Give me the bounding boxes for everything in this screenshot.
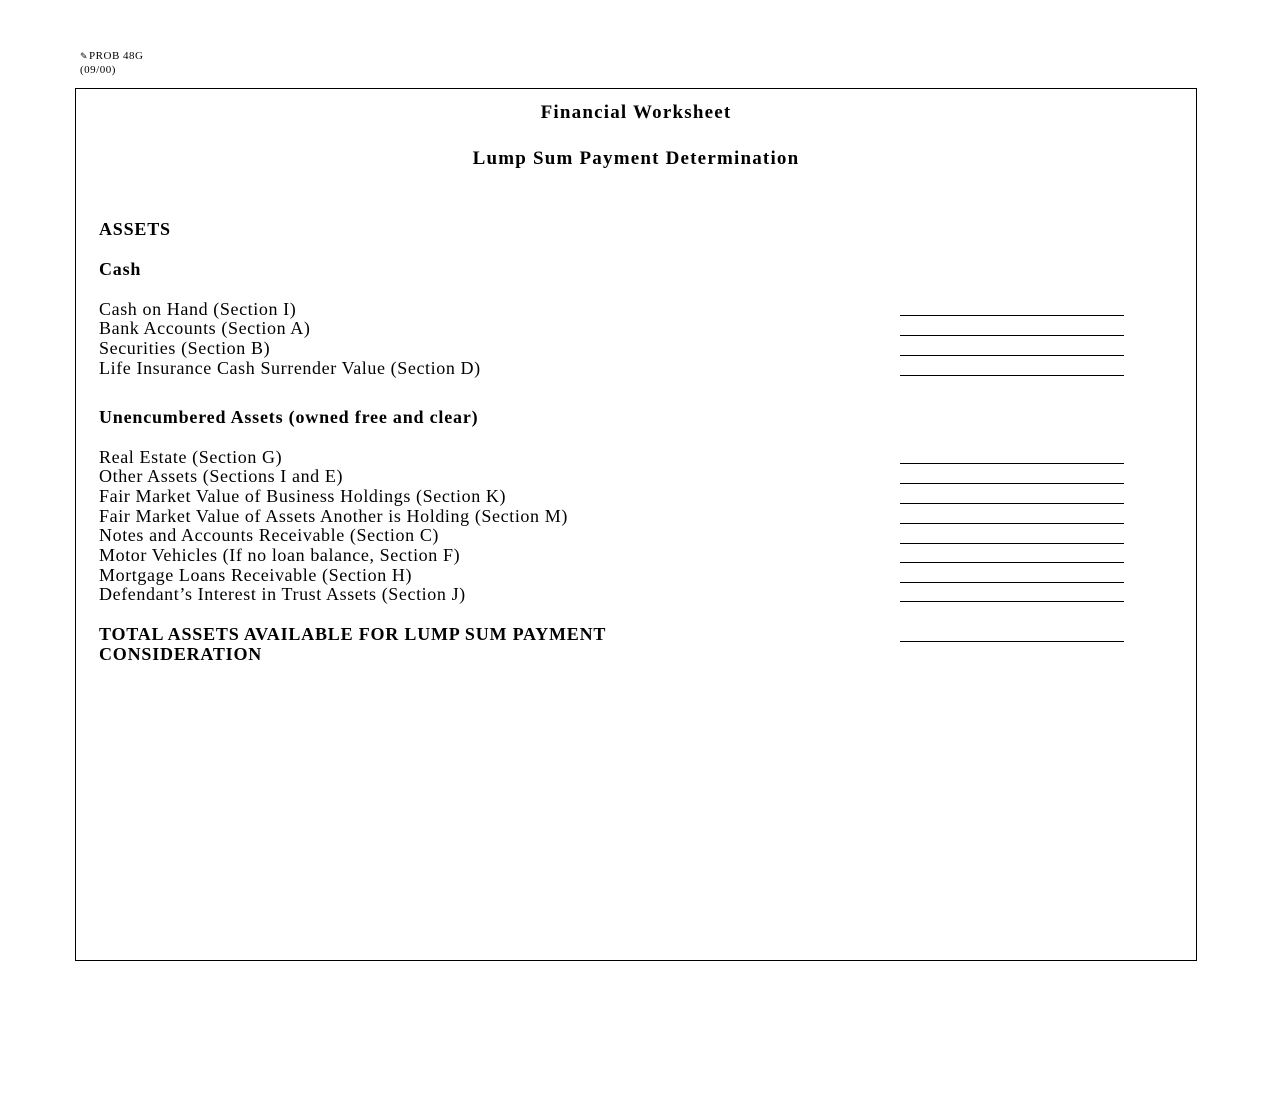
unencumbered-heading: Unencumbered Assets (owned free and clear) <box>99 407 479 427</box>
cash-on-hand-field[interactable] <box>900 315 1124 316</box>
worksheet-subtitle: Lump Sum Payment Determination <box>472 148 800 169</box>
life-insurance-label: Life Insurance Cash Surrender Value (Section D) <box>99 358 481 378</box>
total-assets-field[interactable] <box>900 641 1124 642</box>
mortgage-loans-field[interactable] <box>900 582 1124 583</box>
form-number: PROB 48G <box>89 50 144 62</box>
form-revision: (09/00) <box>80 64 116 76</box>
securities-field[interactable] <box>900 355 1124 356</box>
cash-on-hand-label: Cash on Hand (Section I) <box>99 299 297 319</box>
assets-held-by-another-field[interactable] <box>900 523 1124 524</box>
securities-label: Securities (Section B) <box>99 338 271 358</box>
pen-icon: ✎ <box>80 51 89 61</box>
other-assets-field[interactable] <box>900 483 1124 484</box>
motor-vehicles-field[interactable] <box>900 562 1124 563</box>
assets-held-by-another-label: Fair Market Value of Assets Another is Holding (Section M) <box>99 506 568 526</box>
real-estate-label: Real Estate (Section G) <box>99 447 283 467</box>
other-assets-label: Other Assets (Sections I and E) <box>99 466 344 486</box>
bank-accounts-field[interactable] <box>900 335 1124 336</box>
life-insurance-field[interactable] <box>900 375 1124 376</box>
business-holdings-label: Fair Market Value of Business Holdings (Section K) <box>99 486 507 506</box>
notes-receivable-label: Notes and Accounts Receivable (Section C) <box>99 525 440 545</box>
total-assets-label-line2: CONSIDERATION <box>99 644 263 664</box>
assets-heading: ASSETS <box>99 219 171 239</box>
worksheet-title: Financial Worksheet <box>540 102 732 123</box>
notes-receivable-field[interactable] <box>900 543 1124 544</box>
business-holdings-field[interactable] <box>900 503 1124 504</box>
bank-accounts-label: Bank Accounts (Section A) <box>99 318 311 338</box>
form-identifier <box>80 49 143 77</box>
form-number-line <box>80 49 143 63</box>
real-estate-field[interactable] <box>900 463 1124 464</box>
trust-assets-field[interactable] <box>900 601 1124 602</box>
trust-assets-label: Defendant’s Interest in Trust Assets (Section J) <box>99 584 466 604</box>
motor-vehicles-label: Motor Vehicles (If no loan balance, Section F) <box>99 545 461 565</box>
cash-heading: Cash <box>99 259 142 279</box>
mortgage-loans-label: Mortgage Loans Receivable (Section H) <box>99 565 413 585</box>
total-assets-label <box>99 624 606 664</box>
worksheet-frame <box>75 88 1197 961</box>
total-assets-label-line1: TOTAL ASSETS AVAILABLE FOR LUMP SUM PAYMENT <box>99 624 607 644</box>
